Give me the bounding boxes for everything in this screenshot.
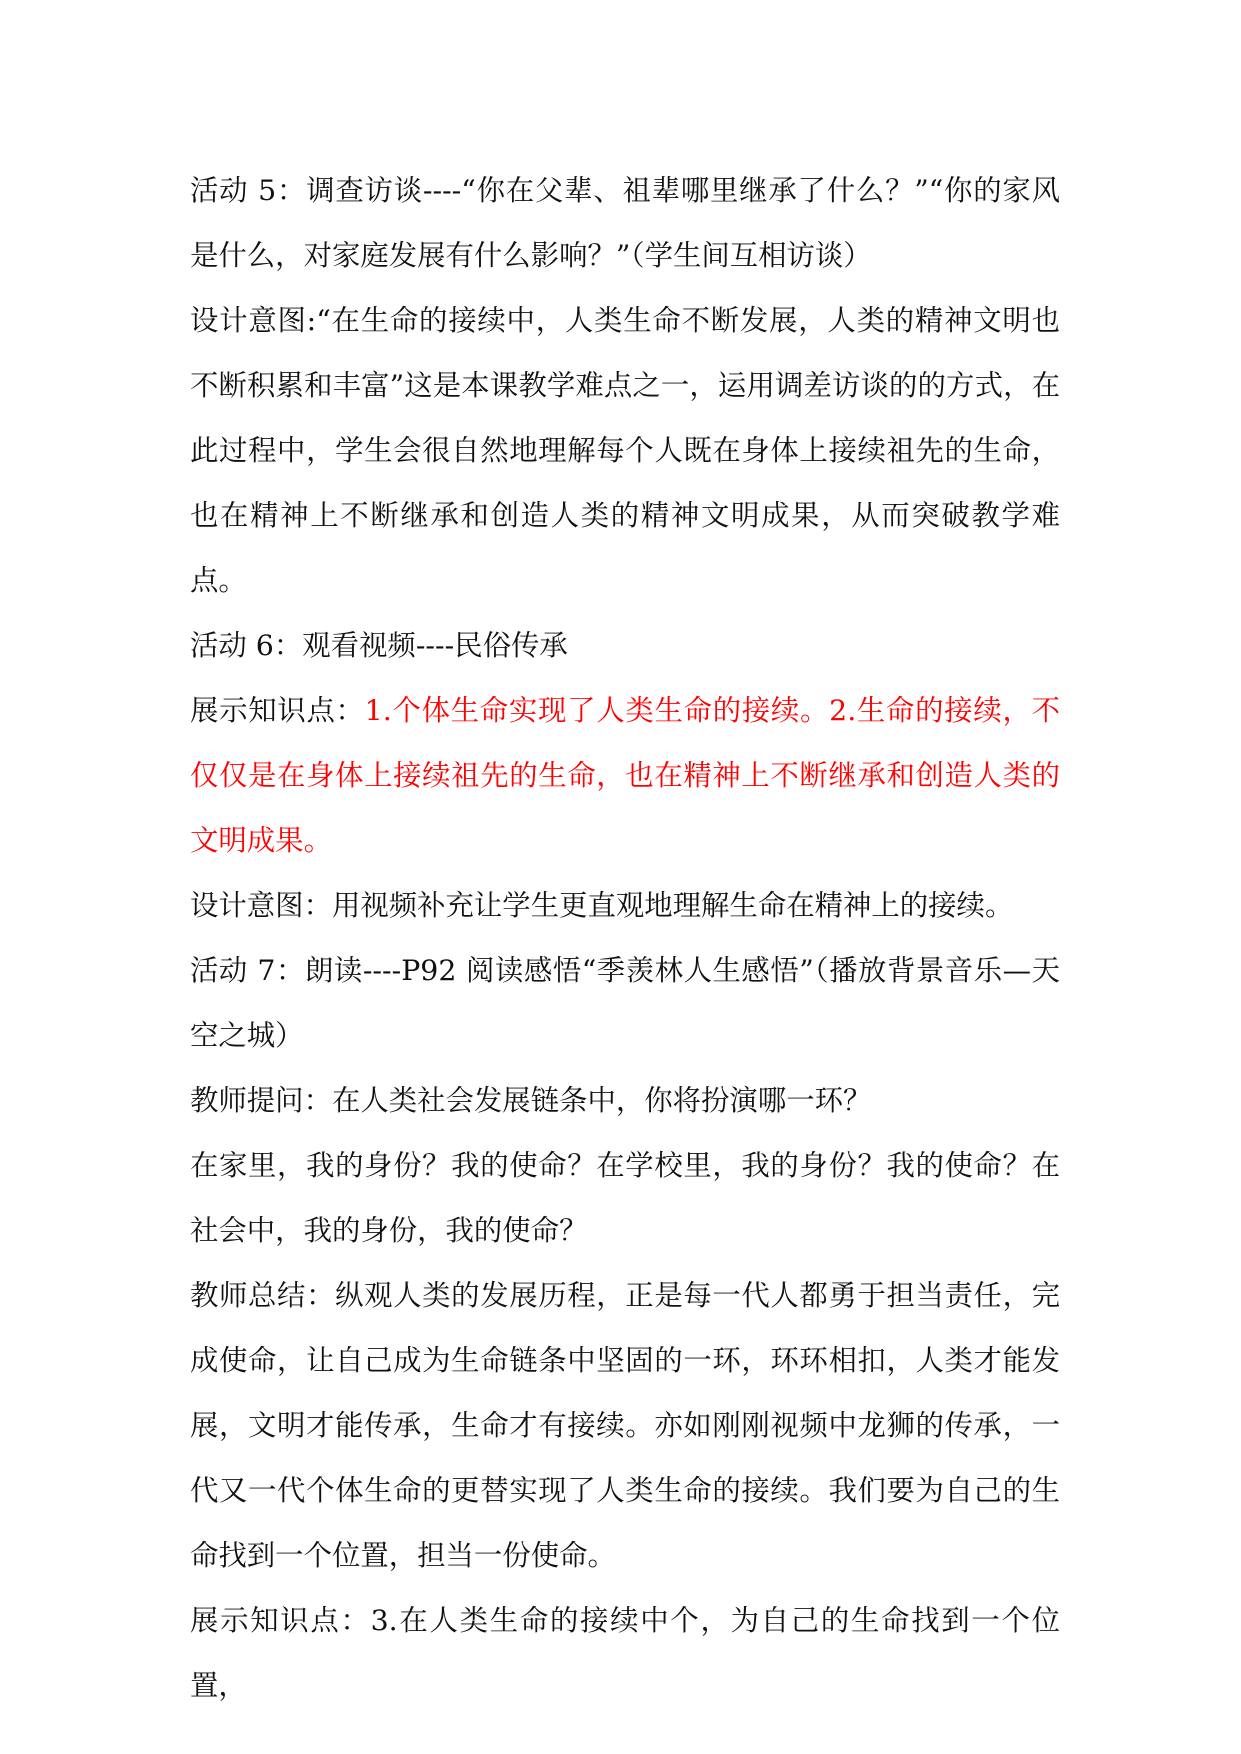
paragraph-design-intent-2: 设计意图：用视频补充让学生更直观地理解生命在精神上的接续。	[190, 889, 1014, 922]
knowledge-label: 展示知识点：	[190, 694, 365, 727]
paragraph-teacher-summary: 教师总结：纵观人类的发展历程，正是每一代人都勇于担当责任，完成使命，让自己成为生命链条中坚固的一环，环环相扣，人类才能发展，文明才能传承，生命才有接续。亦如刚刚视频中龙狮的传承，一代又一代个体生命的更替实现了人类生命的接续。我们要为自己的生命找到一个位置，担当一份使命。	[190, 1279, 1060, 1572]
paragraph-design-intent-1: 设计意图:“在生命的接续中，人类生命不断发展，人类的精神文明也不断积累和丰富”这是本课教学难点之一，运用调差访谈的的方式，在此过程中，学生会很自然地理解每个人既在身体上接续祖先的生命，也在精神上不断继承和创造人类的精神文明成果，从而突破教学难点。	[190, 304, 1060, 597]
paragraph-knowledge-points-1-2	[190, 678, 1060, 873]
paragraph-teacher-question: 教师提问：在人类社会发展链条中，你将扮演哪一环？	[190, 1084, 872, 1117]
paragraph-knowledge-point-3: 展示知识点：3.在人类生命的接续中个，为自己的生命找到一个位置，	[190, 1604, 1060, 1702]
paragraph-activity-7: 活动 7：朗读----P92 阅读感悟“季羡林人生感悟”（播放背景音乐—天空之城）	[190, 954, 1060, 1052]
document-page	[190, 158, 1060, 1718]
paragraph-activity-5: 活动 5：调查访谈----“你在父辈、祖辈哪里继承了什么？”“你的家风是什么，对家庭发展有什么影响？”（学生间互相访谈）	[190, 174, 1060, 272]
paragraph-activity-6: 活动 6：观看视频----民俗传承	[190, 629, 568, 662]
paragraph-identity-questions: 在家里，我的身份？我的使命？在学校里，我的身份？我的使命？在社会中，我的身份，我的使命？	[190, 1149, 1060, 1247]
knowledge-highlight: 1.个体生命实现了人类生命的接续。2.生命的接续，不仅仅是在身体上接续祖先的生命，也在精神上不断继承和创造人类的文明成果。	[190, 694, 1060, 857]
